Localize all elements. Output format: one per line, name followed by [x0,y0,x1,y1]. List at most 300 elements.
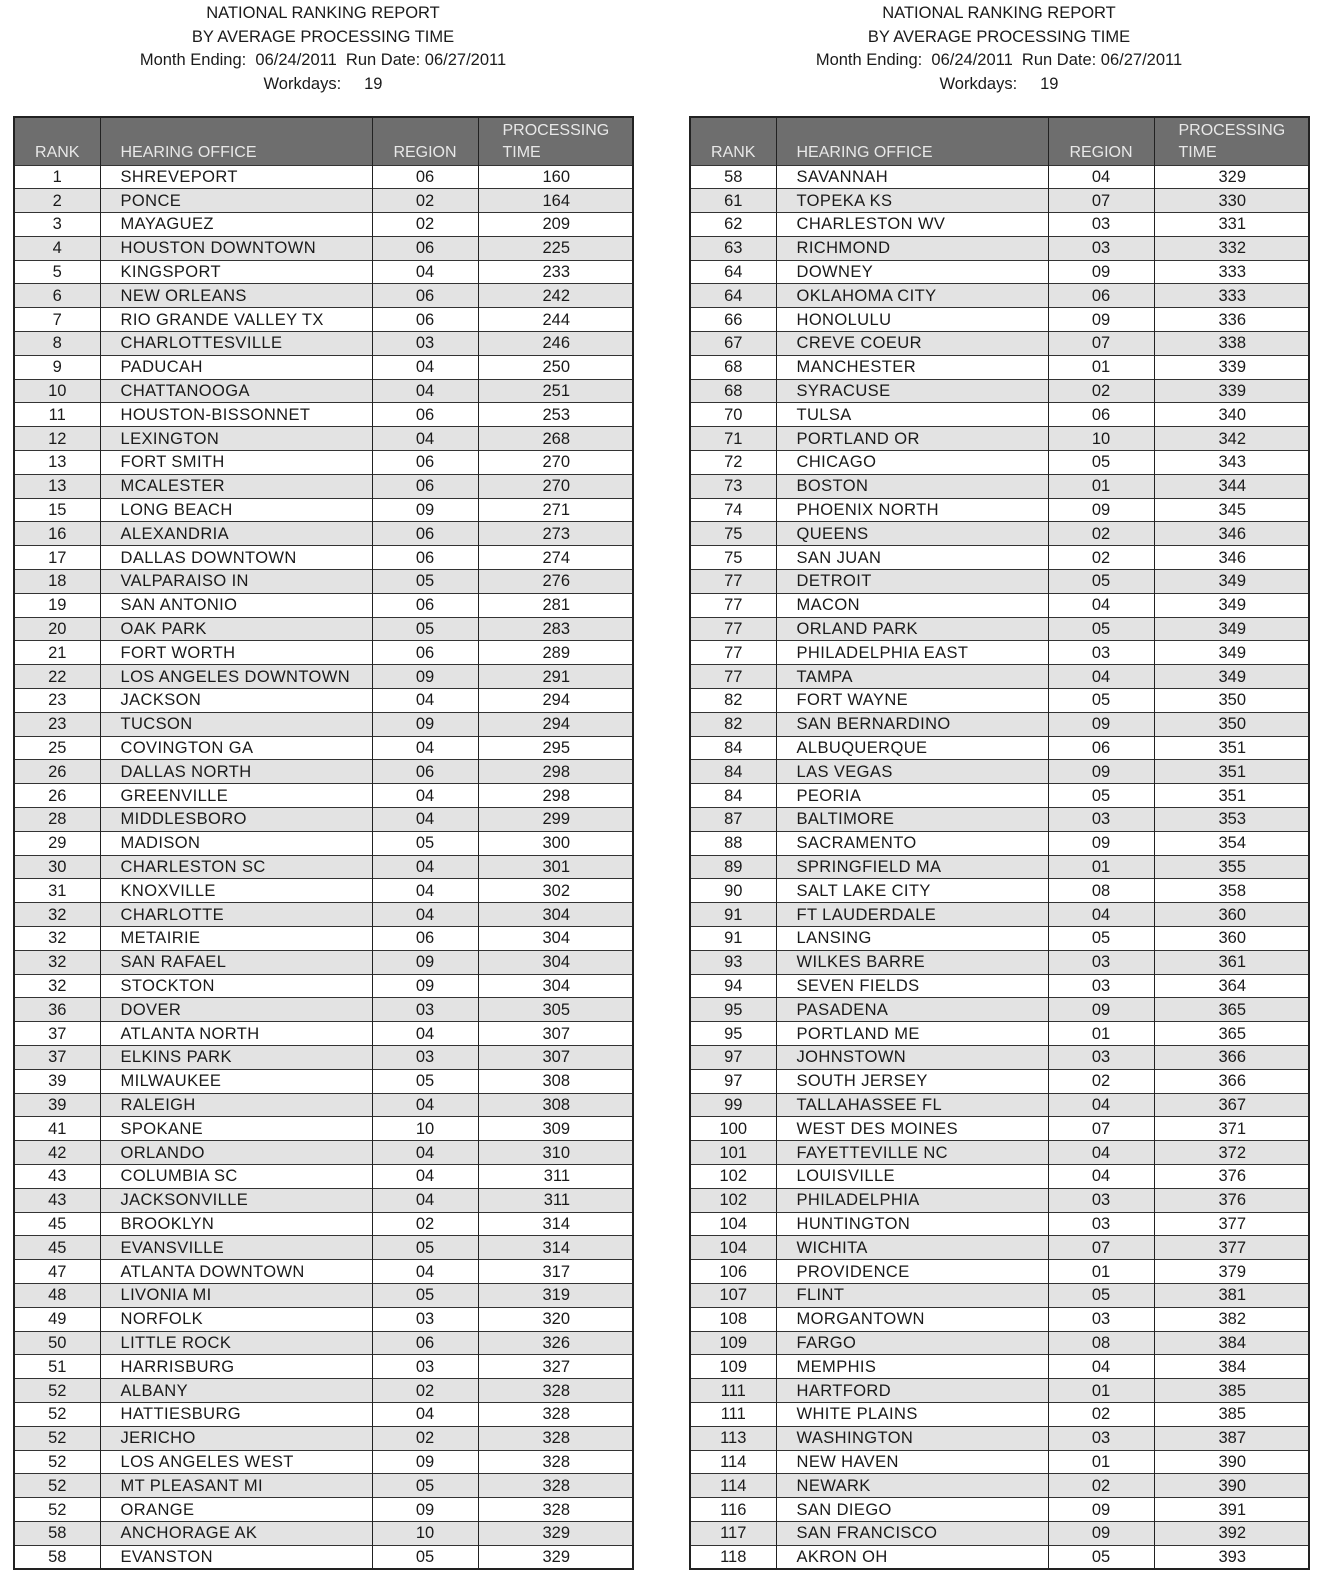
rank-cell: 108 [690,1307,776,1331]
processing-time-cell: 339 [1154,355,1309,379]
region-cell: 03 [372,1307,478,1331]
rank-cell: 74 [690,498,776,522]
region-cell: 09 [1048,260,1154,284]
processing-time-cell: 358 [1154,879,1309,903]
rank-cell: 47 [14,1260,100,1284]
hearing-office-cell: BOSTON [776,474,1048,498]
hearing-office-cell: PORTLAND ME [776,1022,1048,1046]
processing-time-cell: 270 [478,474,633,498]
processing-time-cell: 350 [1154,712,1309,736]
region-cell: 05 [372,617,478,641]
table-row [690,308,1309,332]
rank-cell: 111 [690,1379,776,1403]
table-row [690,1307,1309,1331]
hearing-office-cell: PHILADELPHIA EAST [776,641,1048,665]
region-cell: 04 [1048,165,1154,189]
rank-cell: 77 [690,617,776,641]
table-row [690,451,1309,475]
region-cell: 09 [372,712,478,736]
region-cell: 09 [1048,308,1154,332]
hearing-office-cell: FT LAUDERDALE [776,903,1048,927]
column-header-processing-time [478,117,633,165]
rank-cell: 104 [690,1212,776,1236]
processing-time-cell: 289 [478,641,633,665]
rank-cell: 26 [14,760,100,784]
hearing-office-cell: WHITE PLAINS [776,1402,1048,1426]
rank-cell: 99 [690,1093,776,1117]
table-row [14,498,633,522]
rank-cell: 11 [14,403,100,427]
processing-time-cell: 273 [478,522,633,546]
table-row [14,1283,633,1307]
region-cell: 03 [372,998,478,1022]
region-cell: 10 [372,1117,478,1141]
rank-cell: 10 [14,379,100,403]
processing-time-cell: 332 [1154,236,1309,260]
region-cell: 03 [1048,236,1154,260]
rank-cell: 102 [690,1188,776,1212]
processing-time-cell: 336 [1154,308,1309,332]
table-row [690,332,1309,356]
table-row [690,1117,1309,1141]
hearing-office-cell: HOUSTON-BISSONNET [100,403,372,427]
report-workdays: Workdays: 19 [263,74,383,93]
processing-time-cell: 160 [478,165,633,189]
region-cell: 09 [1048,831,1154,855]
table-row [14,451,633,475]
hearing-office-cell: BALTIMORE [776,808,1048,832]
table-row [690,1545,1309,1569]
region-cell: 01 [1048,474,1154,498]
processing-time-cell: 349 [1154,665,1309,689]
region-cell: 10 [372,1521,478,1545]
rank-cell: 77 [690,593,776,617]
hearing-office-cell: DALLAS DOWNTOWN [100,546,372,570]
hearing-office-cell: AKRON OH [776,1545,1048,1569]
rank-cell: 31 [14,879,100,903]
hearing-office-cell: SYRACUSE [776,379,1048,403]
hearing-office-cell: RICHMOND [776,236,1048,260]
processing-time-cell: 377 [1154,1212,1309,1236]
table-row [690,1450,1309,1474]
table-row [14,1545,633,1569]
rank-cell: 32 [14,903,100,927]
hearing-office-cell: SACRAMENTO [776,831,1048,855]
hearing-office-cell: MADISON [100,831,372,855]
table-row [14,1022,633,1046]
region-cell: 04 [372,1260,478,1284]
processing-time-cell: 294 [478,712,633,736]
table-row [690,1212,1309,1236]
processing-time-cell: 384 [1154,1355,1309,1379]
hearing-office-cell: PASADENA [776,998,1048,1022]
rank-cell: 28 [14,808,100,832]
rank-cell: 64 [690,260,776,284]
table-row [690,784,1309,808]
processing-time-cell: 242 [478,284,633,308]
hearing-office-cell: ORANGE [100,1498,372,1522]
processing-time-cell: 317 [478,1260,633,1284]
processing-time-cell: 333 [1154,284,1309,308]
hearing-office-cell: SPRINGFIELD MA [776,855,1048,879]
processing-time-cell: 164 [478,189,633,213]
region-cell: 04 [372,1093,478,1117]
hearing-office-cell: QUEENS [776,522,1048,546]
table-row [14,1450,633,1474]
region-cell: 03 [1048,1426,1154,1450]
region-cell: 01 [1048,1260,1154,1284]
region-cell: 03 [1048,808,1154,832]
region-cell: 07 [1048,1236,1154,1260]
processing-time-cell: 291 [478,665,633,689]
region-cell: 08 [1048,1331,1154,1355]
hearing-office-cell: HARRISBURG [100,1355,372,1379]
region-cell: 02 [372,189,478,213]
processing-time-cell: 333 [1154,260,1309,284]
region-cell: 05 [372,1069,478,1093]
table-row [14,546,633,570]
processing-time-cell: 385 [1154,1402,1309,1426]
rank-cell: 109 [690,1355,776,1379]
region-cell: 09 [372,1498,478,1522]
region-cell: 04 [372,689,478,713]
table-row [14,1307,633,1331]
report-header [13,0,633,116]
table-row [690,236,1309,260]
table-row [14,950,633,974]
table-row [690,950,1309,974]
rank-cell: 49 [14,1307,100,1331]
table-row [690,712,1309,736]
hearing-office-cell: STOCKTON [100,974,372,998]
processing-time-cell: 365 [1154,1022,1309,1046]
hearing-office-cell: FLINT [776,1283,1048,1307]
region-cell: 09 [1048,498,1154,522]
hearing-office-cell: PONCE [100,189,372,213]
rank-cell: 19 [14,593,100,617]
table-row [690,665,1309,689]
region-cell: 06 [372,641,478,665]
processing-time-cell: 372 [1154,1141,1309,1165]
rank-cell: 51 [14,1355,100,1379]
table-row [14,879,633,903]
table-row [14,1164,633,1188]
region-cell: 04 [372,379,478,403]
rank-cell: 58 [14,1545,100,1569]
processing-time-cell: 353 [1154,808,1309,832]
rank-cell: 12 [14,427,100,451]
hearing-office-cell: LEXINGTON [100,427,372,451]
processing-time-cell: 331 [1154,213,1309,237]
region-cell: 05 [372,1545,478,1569]
region-cell: 04 [1048,593,1154,617]
processing-time-cell: 294 [478,689,633,713]
hearing-office-cell: ELKINS PARK [100,1045,372,1069]
table-row [690,284,1309,308]
hearing-office-cell: TUCSON [100,712,372,736]
processing-time-cell: 307 [478,1045,633,1069]
processing-time-cell: 283 [478,617,633,641]
region-cell: 05 [1048,617,1154,641]
table-row [14,1236,633,1260]
table-row [14,403,633,427]
table-row [14,189,633,213]
table-row [14,1188,633,1212]
table-row [690,855,1309,879]
rank-cell: 72 [690,451,776,475]
processing-time-cell: 328 [478,1426,633,1450]
region-cell: 04 [1048,903,1154,927]
rank-cell: 37 [14,1022,100,1046]
processing-time-cell: 271 [478,498,633,522]
rank-cell: 39 [14,1093,100,1117]
report-workdays: Workdays: 19 [939,74,1059,93]
table-row [690,1283,1309,1307]
report-title: NATIONAL RANKING REPORT [882,4,1116,22]
rank-cell: 97 [690,1069,776,1093]
hearing-office-cell: JACKSONVILLE [100,1188,372,1212]
processing-time-cell: 382 [1154,1307,1309,1331]
region-cell: 09 [372,498,478,522]
hearing-office-cell: TOPEKA KS [776,189,1048,213]
processing-time-cell: 253 [478,403,633,427]
region-cell: 04 [372,808,478,832]
table-row [690,1022,1309,1046]
hearing-office-cell: OKLAHOMA CITY [776,284,1048,308]
hearing-office-cell: NEWARK [776,1474,1048,1498]
processing-time-cell: 340 [1154,403,1309,427]
table-row [690,403,1309,427]
rank-cell: 18 [14,570,100,594]
region-cell: 05 [372,1474,478,1498]
table-row [690,593,1309,617]
region-cell: 05 [372,570,478,594]
table-row [14,260,633,284]
processing-time-cell: 328 [478,1402,633,1426]
table-row [690,1045,1309,1069]
region-cell: 03 [1048,1045,1154,1069]
processing-time-cell: 392 [1154,1521,1309,1545]
rank-cell: 23 [14,712,100,736]
rank-cell: 118 [690,1545,776,1569]
rank-cell: 50 [14,1331,100,1355]
processing-time-cell: 360 [1154,927,1309,951]
region-cell: 02 [1048,522,1154,546]
rank-cell: 16 [14,522,100,546]
rank-cell: 75 [690,546,776,570]
table-row [14,998,633,1022]
region-cell: 03 [1048,1307,1154,1331]
table-row [690,355,1309,379]
report-subtitle: BY AVERAGE PROCESSING TIME [191,27,455,46]
hearing-office-cell: DOVER [100,998,372,1022]
processing-time-cell: 311 [478,1164,633,1188]
rank-cell: 32 [14,974,100,998]
table-row [14,1069,633,1093]
table-row [14,1426,633,1450]
hearing-office-cell: LOS ANGELES WEST [100,1450,372,1474]
table-row [690,903,1309,927]
table-row [690,1474,1309,1498]
processing-time-cell: 329 [478,1545,633,1569]
rank-cell: 32 [14,950,100,974]
rank-cell: 111 [690,1402,776,1426]
table-row [690,689,1309,713]
region-cell: 05 [372,1236,478,1260]
rank-cell: 88 [690,831,776,855]
processing-time-cell: 350 [1154,689,1309,713]
hearing-office-cell: ALBANY [100,1379,372,1403]
rank-cell: 3 [14,213,100,237]
rank-cell: 94 [690,974,776,998]
column-header-time-line2: TIME [1178,143,1217,161]
hearing-office-cell: LANSING [776,927,1048,951]
rank-cell: 91 [690,927,776,951]
processing-time-cell: 367 [1154,1093,1309,1117]
processing-time-cell: 344 [1154,474,1309,498]
report-dates: Month Ending: 06/24/2011 Run Date: 06/27/2011 [815,51,1183,69]
rank-cell: 42 [14,1141,100,1165]
processing-time-cell: 302 [478,879,633,903]
table-row [14,1141,633,1165]
region-cell: 09 [372,1450,478,1474]
hearing-office-cell: LITTLE ROCK [100,1331,372,1355]
table-row [690,474,1309,498]
region-cell: 03 [1048,950,1154,974]
hearing-office-cell: PADUCAH [100,355,372,379]
rank-cell: 84 [690,760,776,784]
rank-cell: 82 [690,712,776,736]
processing-time-cell: 390 [1154,1450,1309,1474]
table-row [690,1164,1309,1188]
region-cell: 04 [1048,1164,1154,1188]
rank-cell: 6 [14,284,100,308]
processing-time-cell: 250 [478,355,633,379]
hearing-office-cell: CHICAGO [776,451,1048,475]
hearing-office-cell: ATLANTA DOWNTOWN [100,1260,372,1284]
hearing-office-cell: LONG BEACH [100,498,372,522]
processing-time-cell: 308 [478,1093,633,1117]
processing-time-cell: 298 [478,760,633,784]
region-cell: 06 [1048,284,1154,308]
processing-time-cell: 339 [1154,379,1309,403]
processing-time-cell: 328 [478,1474,633,1498]
region-cell: 06 [372,522,478,546]
hearing-office-cell: SAN JUAN [776,546,1048,570]
processing-time-cell: 342 [1154,427,1309,451]
region-cell: 06 [1048,403,1154,427]
hearing-office-cell: CREVE COEUR [776,332,1048,356]
table-row [690,641,1309,665]
processing-time-cell: 209 [478,213,633,237]
column-header-office: HEARING OFFICE [100,117,372,165]
table-row [690,808,1309,832]
rank-cell: 2 [14,189,100,213]
hearing-office-cell: ORLANDO [100,1141,372,1165]
table-row [14,236,633,260]
region-cell: 01 [1048,1379,1154,1403]
rank-cell: 37 [14,1045,100,1069]
table-row [690,1331,1309,1355]
processing-time-cell: 351 [1154,760,1309,784]
rank-cell: 61 [690,189,776,213]
rank-cell: 30 [14,855,100,879]
rank-cell: 114 [690,1450,776,1474]
hearing-office-cell: ATLANTA NORTH [100,1022,372,1046]
processing-time-cell: 319 [478,1283,633,1307]
rank-cell: 58 [690,165,776,189]
region-cell: 06 [372,165,478,189]
rank-cell: 64 [690,284,776,308]
processing-time-cell: 328 [478,1450,633,1474]
region-cell: 09 [1048,1498,1154,1522]
column-header-time-line2: TIME [502,143,541,161]
region-cell: 06 [372,927,478,951]
processing-time-cell: 329 [478,1521,633,1545]
hearing-office-cell: HATTIESBURG [100,1402,372,1426]
processing-time-cell: 268 [478,427,633,451]
rank-cell: 52 [14,1474,100,1498]
region-cell: 03 [1048,641,1154,665]
region-cell: 06 [372,474,478,498]
hearing-office-cell: WILKES BARRE [776,950,1048,974]
ranking-table [689,116,1310,1570]
hearing-office-cell: LAS VEGAS [776,760,1048,784]
hearing-office-cell: BROOKLYN [100,1212,372,1236]
rank-cell: 29 [14,831,100,855]
processing-time-cell: 299 [478,808,633,832]
hearing-office-cell: FARGO [776,1331,1048,1355]
processing-time-cell: 329 [1154,165,1309,189]
region-cell: 04 [372,1141,478,1165]
region-cell: 05 [1048,784,1154,808]
region-cell: 02 [372,1379,478,1403]
table-row [690,213,1309,237]
rank-cell: 8 [14,332,100,356]
region-cell: 07 [1048,189,1154,213]
region-cell: 04 [372,855,478,879]
rank-cell: 13 [14,451,100,475]
processing-time-cell: 355 [1154,855,1309,879]
processing-time-cell: 364 [1154,974,1309,998]
region-cell: 06 [372,451,478,475]
hearing-office-cell: MIDDLESBORO [100,808,372,832]
processing-time-cell: 304 [478,974,633,998]
hearing-office-cell: COVINGTON GA [100,736,372,760]
processing-time-cell: 349 [1154,570,1309,594]
rank-cell: 116 [690,1498,776,1522]
rank-cell: 117 [690,1521,776,1545]
table-row [14,308,633,332]
region-cell: 04 [1048,665,1154,689]
hearing-office-cell: WEST DES MOINES [776,1117,1048,1141]
region-cell: 05 [1048,570,1154,594]
hearing-office-cell: FAYETTEVILLE NC [776,1141,1048,1165]
region-cell: 02 [372,1426,478,1450]
table-row [690,498,1309,522]
table-row [14,1045,633,1069]
rank-cell: 7 [14,308,100,332]
table-row [690,736,1309,760]
hearing-office-cell: PORTLAND OR [776,427,1048,451]
hearing-office-cell: NEW HAVEN [776,1450,1048,1474]
rank-cell: 43 [14,1188,100,1212]
table-row [690,1355,1309,1379]
table-row [690,260,1309,284]
table-row [14,617,633,641]
hearing-office-cell: MACON [776,593,1048,617]
hearing-office-cell: PROVIDENCE [776,1260,1048,1284]
